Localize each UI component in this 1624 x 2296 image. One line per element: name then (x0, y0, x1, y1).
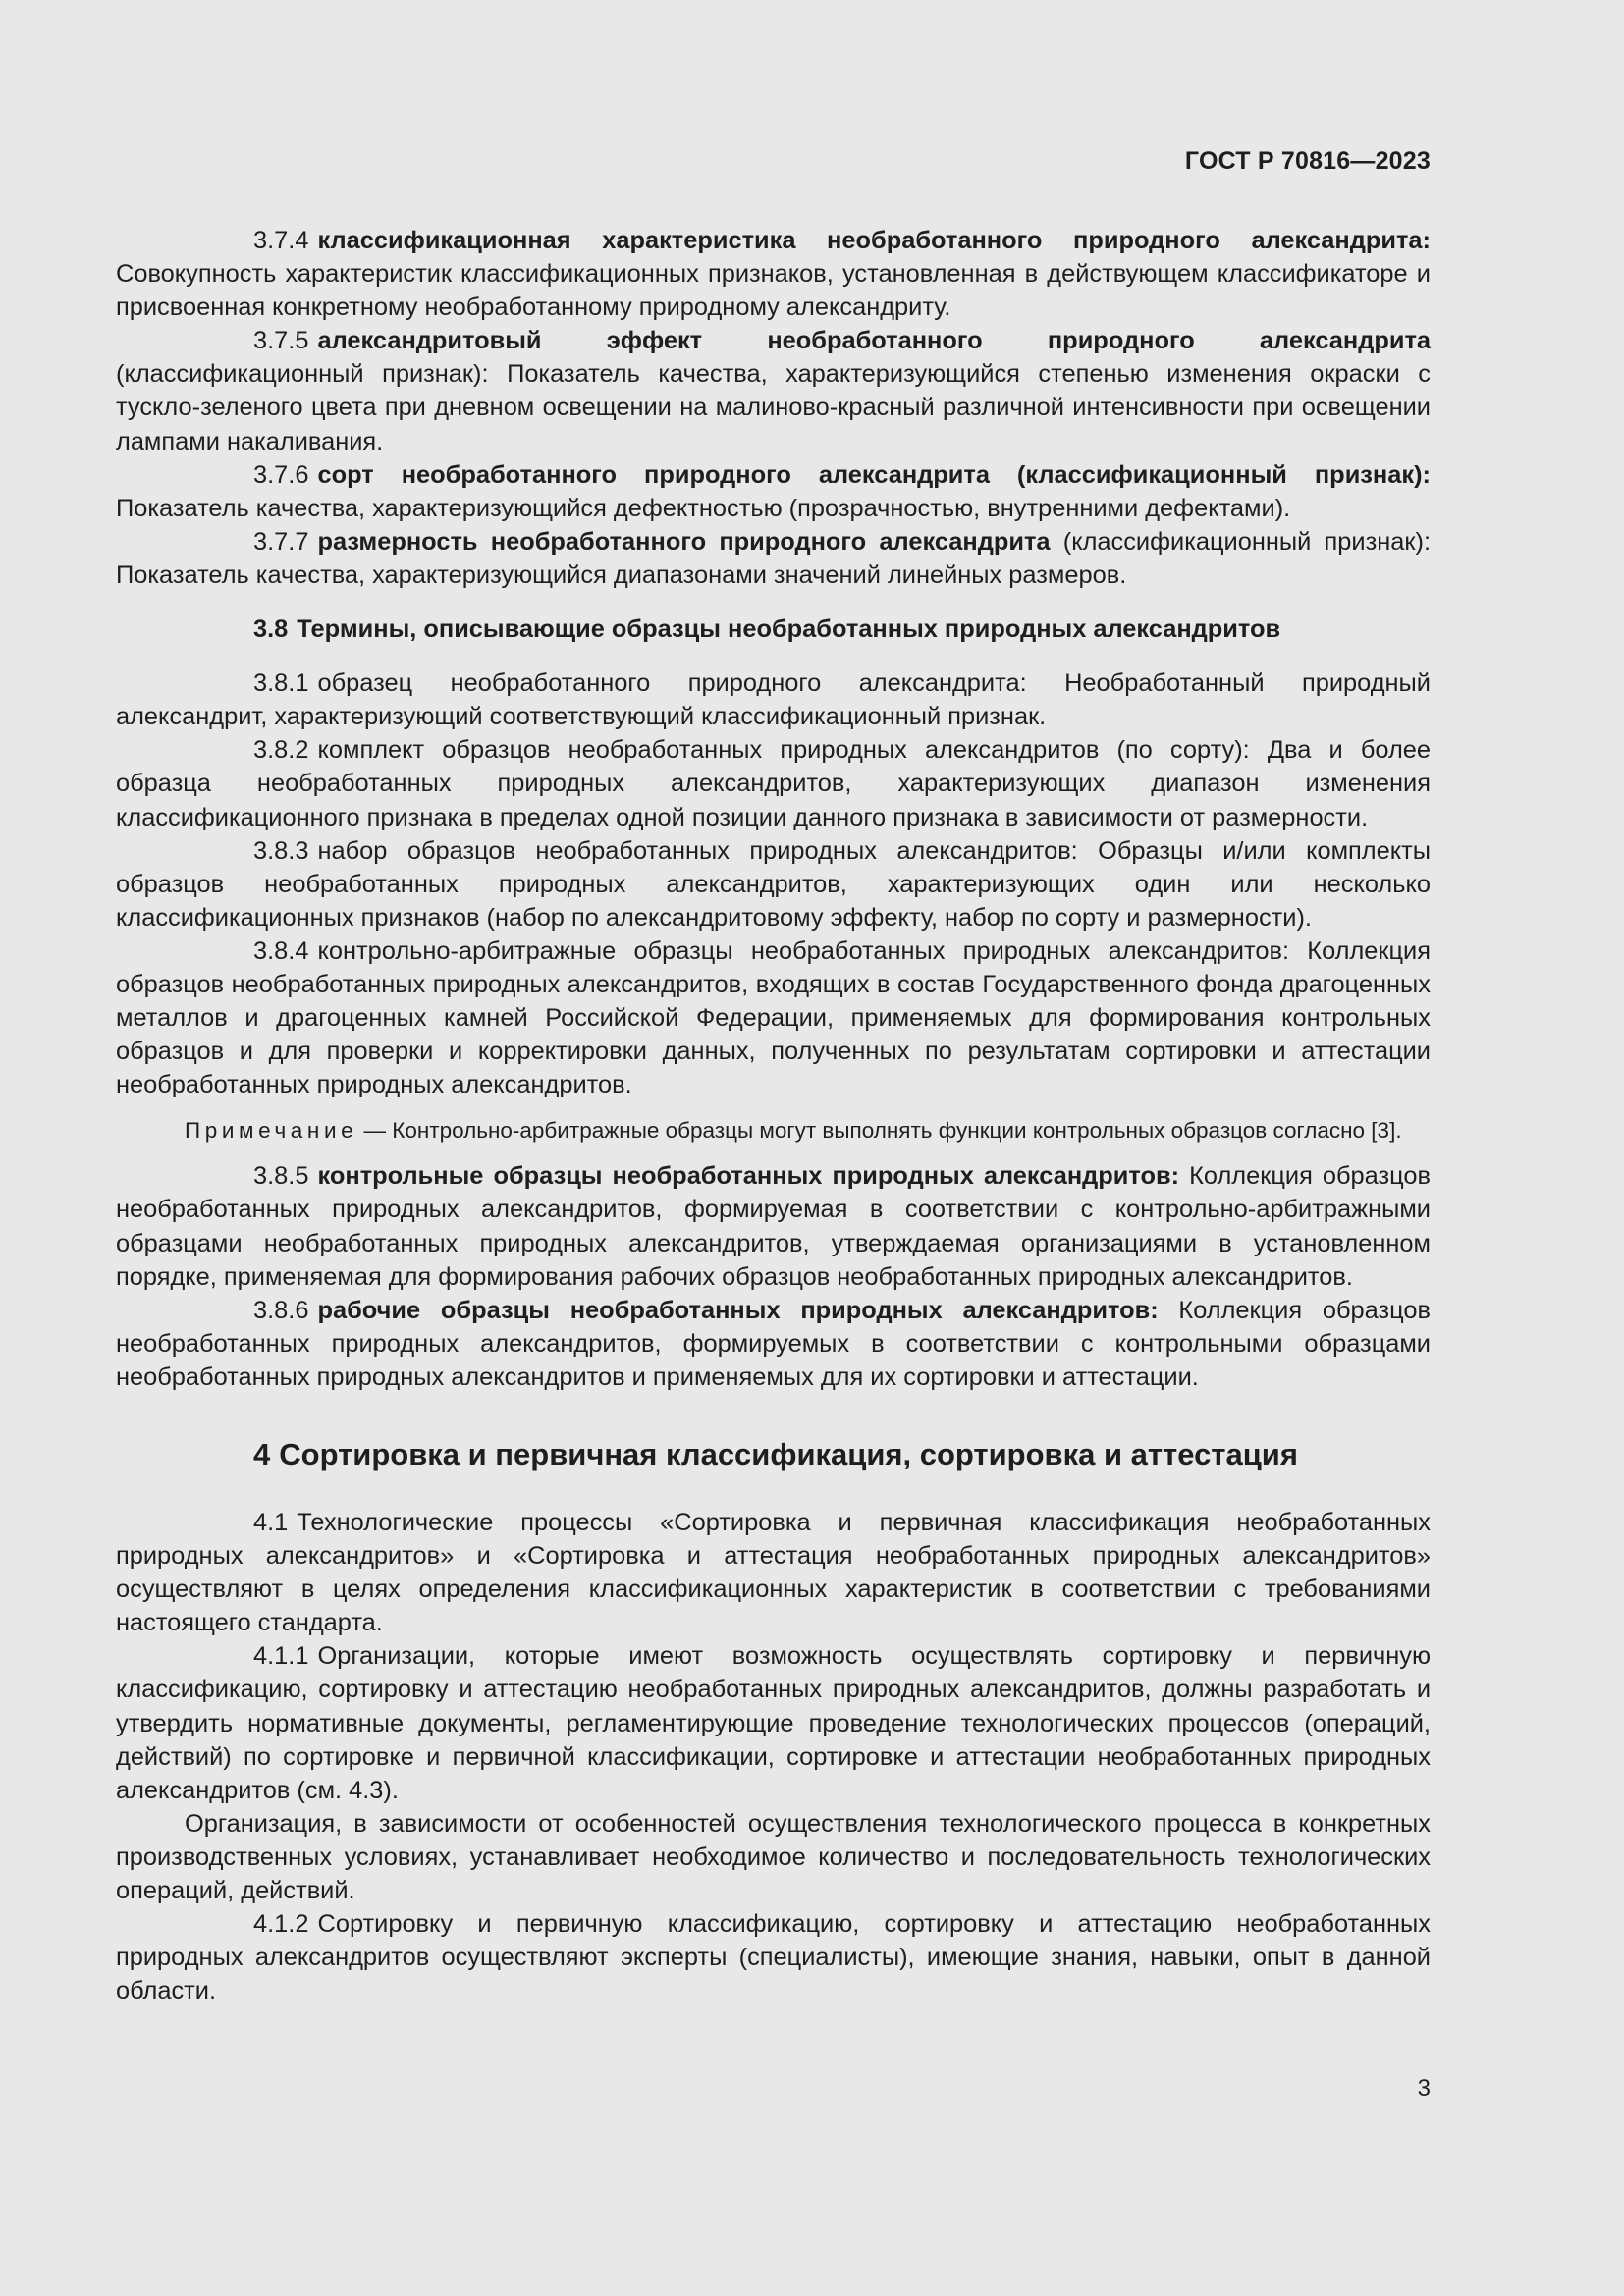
clause-4-1-2 (116, 1907, 1431, 2007)
clause-text: Технологические процессы «Сортировка и первичная классификация необработанных природных александритов» и «Сортировка и аттестация необработанных природных александритов» осуществляют в целях определения классификационных характеристик в соответствии с требованиями настоящего стандарта. (116, 1509, 1431, 1637)
note (116, 1115, 1431, 1146)
term: александритовый эффект необработанного природного александрита (317, 327, 1431, 355)
term: рабочие образцы необработанных природных александритов: (317, 1296, 1159, 1324)
clause-number: 3.8.1 (253, 669, 309, 698)
subsection-number: 3.8 (253, 615, 289, 644)
clause-number: 4.1.2 (253, 1910, 309, 1939)
clause-3-7-6 (116, 458, 1431, 525)
definition: Коллекция образцов необработанных природных александритов, формируемых в соответствии с контрольными образцами необработанных природных александритов и применяемых для их сортировки и аттестации. (116, 1296, 1431, 1391)
clause-3-8-2 (116, 733, 1431, 833)
clause-4-1-1 (116, 1639, 1431, 1806)
clause-3-8-1 (116, 667, 1431, 733)
clause-3-7-7 (116, 525, 1431, 592)
clause-text: набор образцов необработанных природных александритов: Образцы и/или комплекты образцов необработанных природных александритов, характеризующих один или несколько классификационных признаков (набор по александритовому эффекту, набор по сорту и размерности). (116, 836, 1431, 932)
clause-text: Организация, в зависимости от особенностей осуществления технологического процесса в конкретных производственных условиях, устанавливает необходимое количество и последовательность технологических операций, действий. (116, 1809, 1431, 1905)
clause-3-7-4 (116, 224, 1431, 324)
definition: Коллекция образцов необработанных природных александритов, формируемая в соответствии с контрольно-арбитражными образцами необработанных природных александритов, утверждаемая организациями в установленном порядке, применяемая для формирования рабочих образцов необработанных природных александритов. (116, 1162, 1431, 1291)
clause-number: 3.7.5 (253, 327, 309, 355)
clause-number: 3.8.5 (253, 1162, 309, 1191)
definition: Показатель качества, характеризующийся дефектностью (прозрачностью, внутренними дефектами). (116, 494, 1291, 522)
note-text: — Контрольно-арбитражные образцы могут выполнять функции контрольных образцов согласно [3]. (357, 1118, 1402, 1144)
clause-3-7-5 (116, 324, 1431, 457)
term: сорт необработанного природного александрита (классификационный признак): (317, 460, 1431, 489)
clause-number: 3.7.6 (253, 460, 309, 489)
clause-number: 3.8.4 (253, 936, 309, 965)
definition: Совокупность характеристик классификационных признаков, установленная в действующем классификаторе и присвоенная конкретному необработанному природному александриту. (116, 260, 1431, 322)
clause-number: 4.1 (253, 1509, 289, 1536)
page-number: 3 (1417, 2075, 1431, 2102)
clause-4-1-1-continued (116, 1807, 1431, 1907)
clause-3-8-6 (116, 1294, 1431, 1394)
clause-text: контрольно-арбитражные образцы необработанных природных александритов: Коллекция образцов необработанных природных александритов, входящих в состав Государственного фонда драгоценных металлов и драгоценных камней Российской Федерации, применяемых для формирования контрольных образцов и для проверки и корректировки данных, полученных по результатам сортировки и аттестации необработанных природных александритов. (116, 936, 1431, 1099)
clause-number: 3.8.6 (253, 1296, 309, 1324)
clause-number: 3.7.7 (253, 527, 309, 556)
term: классификационная характеристика необработанного природного александрита: (317, 227, 1431, 254)
note-label: Примечание (185, 1118, 358, 1144)
clause-text: Организации, которые имеют возможность осуществлять сортировку и первичную классификацию, сортировку и аттестацию необработанных природных александритов, должны разработать и утвердить нормативные документы, регламентирующие проведение технологических процессов (операций, действий) по сортировке и первичной классификации, сортировке и аттестации необработанных природных александритов (см. 4.3). (116, 1642, 1431, 1804)
clause-3-8-5 (116, 1159, 1431, 1293)
clause-text: образец необработанного природного александрита: Необработанный природный александрит, характеризующий соответствующий классификационный признак. (116, 669, 1431, 731)
term: размерность необработанного природного александрита (317, 527, 1051, 556)
section-heading-4 (116, 1435, 1431, 1474)
clause-text: комплект образцов необработанных природных александритов (по сорту): Два и более образца необработанных природных александритов, характеризующих диапазон изменения классификационного признака в пределах одной позиции данного признака в зависимости от размерности. (116, 736, 1431, 831)
clause-4-1 (116, 1506, 1431, 1639)
document-header: ГОСТ Р 70816—2023 (1184, 147, 1431, 175)
section-number: 4 (253, 1437, 271, 1471)
document-body (116, 224, 1431, 2007)
subsection-title: Термины, описывающие образцы необработанных природных александритов (297, 615, 1281, 644)
term: контрольные образцы необработанных природных александритов: (317, 1162, 1180, 1191)
definition: (классификационный признак): Показатель качества, характеризующийся диапазонами значений линейных размеров. (116, 527, 1432, 589)
clause-number: 4.1.1 (253, 1642, 309, 1671)
clause-text: Сортировку и первичную классификацию, сортировку и аттестацию необработанных природных александритов осуществляют эксперты (специалисты), имеющие знания, навыки, опыт в данной области. (116, 1910, 1431, 2005)
clause-number: 3.7.4 (253, 227, 309, 254)
document-page (116, 0, 1431, 2296)
section-title: Сортировка и первичная классификация, сортировка и аттестация (279, 1437, 1298, 1471)
clause-number: 3.8.3 (253, 836, 309, 865)
clause-3-8-3 (116, 834, 1431, 934)
definition: (классификационный признак): Показатель качества, характеризующийся степенью изменения окраски с тускло-зеленого цвета при дневном освещении на малиново-красный различной интенсивности при освещении лампами накаливания. (116, 360, 1431, 455)
clause-number: 3.8.2 (253, 736, 309, 765)
subsection-heading-3-8 (116, 613, 1431, 646)
clause-3-8-4 (116, 934, 1431, 1101)
